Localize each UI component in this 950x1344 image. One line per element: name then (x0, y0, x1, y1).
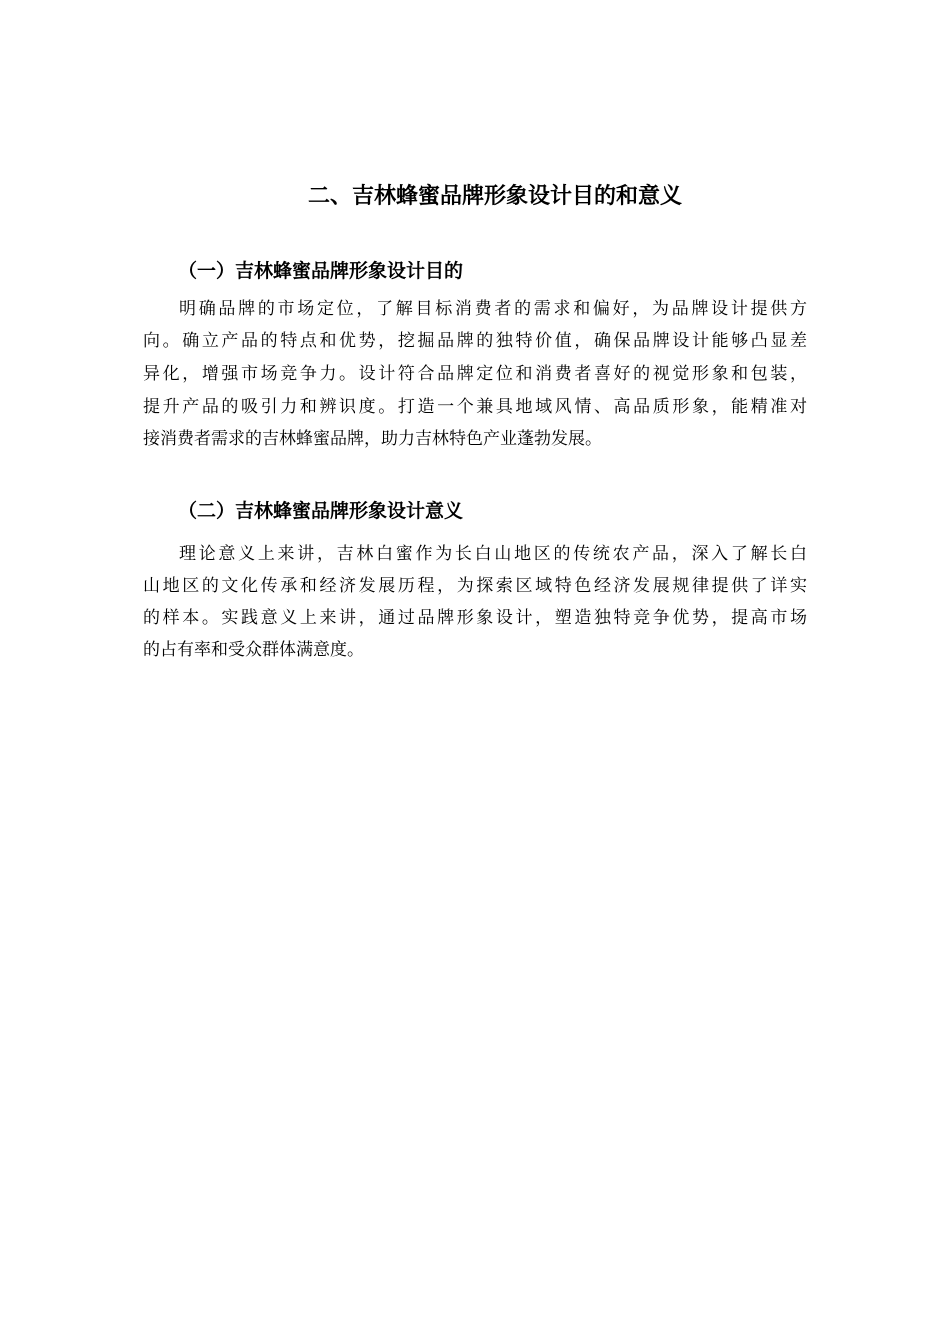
page-title: 二、吉林蜂蜜品牌形象设计目的和意义 (307, 184, 682, 209)
paragraph-line: 的样本。实践意义上来讲，通过品牌形象设计，塑造独特竞争优势，提高市场 (143, 608, 807, 628)
paragraph-line: 理论意义上来讲，吉林白蜜作为长白山地区的传统农产品，深入了解长白 (179, 544, 807, 564)
paragraph-line: 山地区的文化传承和经济发展历程，为探索区域特色经济发展规律提供了详实 (143, 576, 807, 596)
paragraph-line: 明确品牌的市场定位，了解目标消费者的需求和偏好，为品牌设计提供方 (179, 299, 807, 319)
section-heading-purpose: （一）吉林蜂蜜品牌形象设计目的 (178, 260, 464, 282)
section-heading-significance: （二）吉林蜂蜜品牌形象设计意义 (178, 500, 464, 522)
paragraph-line: 提升产品的吸引力和辨识度。打造一个兼具地域风情、高品质形象，能精准对 (143, 397, 807, 417)
paragraph-line: 向。确立产品的特点和优势，挖掘品牌的独特价值，确保品牌设计能够凸显差 (143, 331, 807, 351)
paragraph-line: 的占有率和受众群体满意度。 (143, 640, 364, 660)
paragraph-line: 异化，增强市场竞争力。设计符合品牌定位和消费者喜好的视觉形象和包装， (143, 364, 807, 384)
paragraph-line: 接消费者需求的吉林蜂蜜品牌，助力吉林特色产业蓬勃发展。 (143, 429, 602, 449)
